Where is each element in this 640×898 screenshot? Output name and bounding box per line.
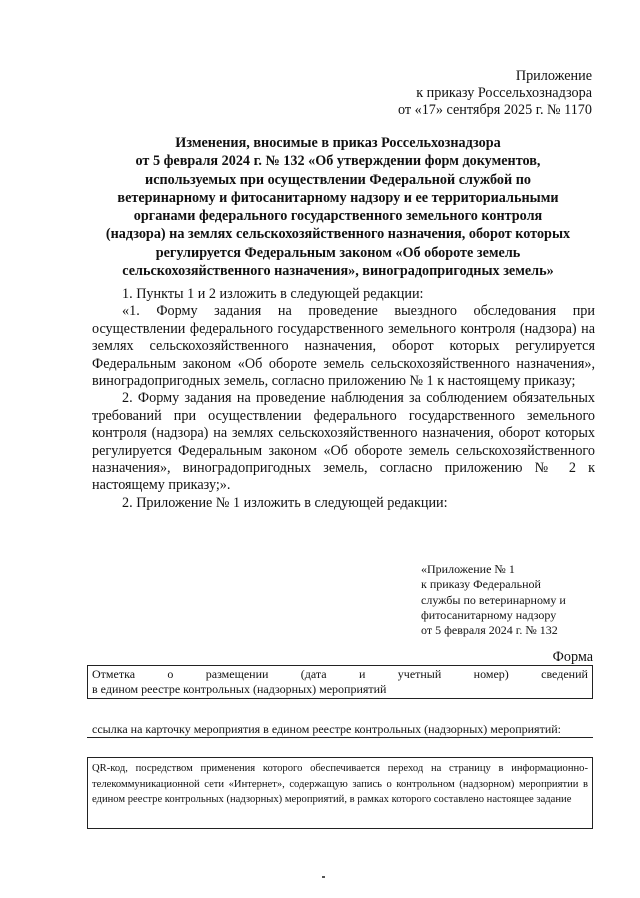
title-line: (надзора) на землях сельскохозяйственного назначения, оборот которых bbox=[105, 226, 571, 243]
qr-code-box bbox=[87, 757, 593, 829]
appendix-inner-line3: службы по ветеринарному и bbox=[421, 592, 566, 607]
registry-word: Отметка bbox=[92, 667, 136, 681]
title-line: Изменения, вносимые в приказ Россельхознадзора bbox=[175, 135, 501, 151]
title-line: сельскохозяйственного назначения», виноградопригодных земель» bbox=[122, 263, 554, 280]
title-line: используемых при осуществлении Федеральной службой по bbox=[145, 171, 531, 188]
appendix-header-line3: от «17» сентября 2025 г. № 1170 bbox=[397, 102, 592, 118]
title-line: регулируется Федеральным законом «Об обороте земель bbox=[155, 244, 521, 261]
registry-word: о bbox=[167, 667, 174, 681]
paragraph-4: 2. Приложение № 1 изложить в следующей редакции: bbox=[122, 494, 448, 511]
appendix-inner-header bbox=[421, 562, 566, 638]
appendix-inner-line1: «Приложение № 1 bbox=[421, 562, 515, 576]
form-label: Форма bbox=[552, 649, 593, 665]
paragraph-1: 1. Пункты 1 и 2 изложить в следующей редакции: bbox=[122, 286, 424, 302]
registry-word: учетный bbox=[397, 667, 442, 681]
registry-word: и bbox=[359, 667, 366, 681]
title-line: ветеринарному и фитосанитарному надзору и ее территориальными bbox=[117, 189, 559, 206]
paragraph-2: «1. Форму задания на проведение выездного обследования при осуществлении федерального государственного земельного контроля (надзора) на землях сельскохозяйственного назначения, оборот которых регулируется Федеральным законом «Об обороте земель сельскохозяйственного назначения», виноградопригодных земель, согласно приложению № 1 к настоящему приказу; bbox=[92, 303, 595, 390]
appendix-header-line1: Приложение bbox=[515, 68, 592, 84]
appendix-inner-line4: фитосанитарному надзору bbox=[421, 607, 557, 622]
registry-word: сведений bbox=[541, 667, 588, 681]
registry-link-label: ссылка на карточку мероприятия в едином реестре контрольных (надзорных) мероприятий: bbox=[92, 722, 561, 736]
registry-link-underline bbox=[87, 737, 593, 738]
title-line: от 5 февраля 2024 г. № 132 «Об утверждении форм документов, bbox=[135, 153, 541, 170]
appendix-inner-line5: от 5 февраля 2024 г. № 132 bbox=[421, 623, 558, 638]
registry-word: размещении bbox=[205, 667, 269, 681]
registry-word: (дата bbox=[300, 667, 327, 681]
registry-mark-box bbox=[87, 665, 593, 699]
registry-word: номер) bbox=[473, 667, 509, 681]
appendix-inner-line2: к приказу Федеральной bbox=[421, 577, 541, 592]
appendix-header-line2: к приказу Россельхознадзора bbox=[416, 85, 592, 101]
registry-mark-line1 bbox=[92, 667, 588, 682]
document-title bbox=[88, 134, 588, 280]
paragraph-3: 2. Форму задания на проведение наблюдения за соблюдением обязательных требований при осуществлении федерального государственного земельного контроля (надзора) на землях сельскохозяйственного назначения, оборот которых регулируется Федеральным законом «Об обороте земель сельскохозяйственного назначения», виноградопригодных земель, согласно приложению № 2 к настоящему приказу;». bbox=[92, 390, 595, 494]
appendix-header bbox=[398, 68, 592, 119]
registry-mark-line2: в едином реестре контрольных (надзорных) мероприятий bbox=[92, 682, 387, 696]
title-line: органами федерального государственного земельного контроля bbox=[133, 208, 543, 225]
qr-code-text: QR-код, посредством применения которого обеспечивается переход на страницу в информационно-телекоммуникационной сети «Интернет», содержащую запись о контрольном (надзорном) мероприятии в едином реестре контрольных (надзорных) мероприятий, в рамках которого составлено настоящее задание bbox=[92, 763, 588, 805]
document-body bbox=[92, 286, 595, 512]
scan-speck bbox=[322, 876, 325, 878]
